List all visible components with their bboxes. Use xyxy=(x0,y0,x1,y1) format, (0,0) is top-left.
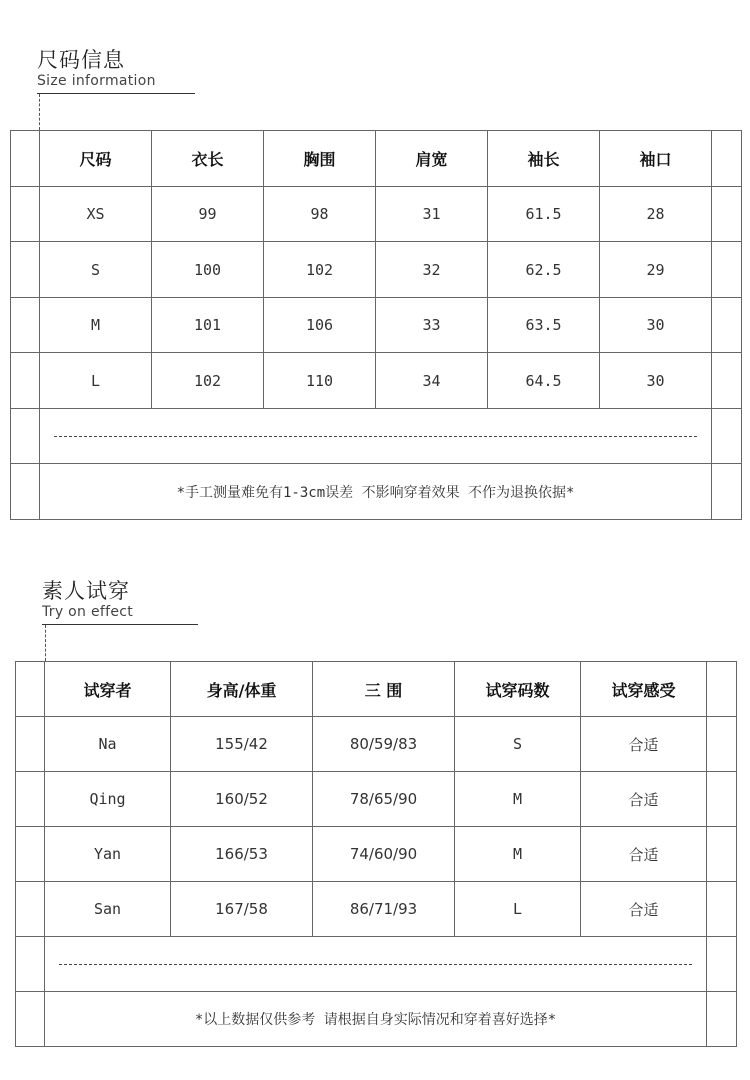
table-margin xyxy=(11,242,40,298)
height-weight-cell: 155/42 xyxy=(171,717,313,772)
sleeve-cell: 62.5 xyxy=(488,242,600,298)
tester-cell: Na xyxy=(45,717,171,772)
cuff-cell: 28 xyxy=(600,187,712,242)
length-cell: 101 xyxy=(152,298,264,353)
table-margin xyxy=(11,464,40,520)
tester-cell: Qing xyxy=(45,772,171,827)
bust-cell: 110 xyxy=(264,353,376,409)
table-margin xyxy=(712,464,742,520)
table-margin xyxy=(16,772,45,827)
table-margin xyxy=(16,827,45,882)
tried-size-cell: M xyxy=(455,772,581,827)
header-bust: 胸围 xyxy=(264,131,376,187)
divider-row xyxy=(11,409,742,464)
tester-cell: San xyxy=(45,882,171,937)
measurements-cell: 80/59/83 xyxy=(313,717,455,772)
fit-feeling-cell: 合适 xyxy=(581,882,707,937)
fit-feeling-cell: 合适 xyxy=(581,717,707,772)
cuff-cell: 29 xyxy=(600,242,712,298)
cuff-cell: 30 xyxy=(600,353,712,409)
try-title-underline xyxy=(42,624,198,625)
header-height-weight: 身高/体重 xyxy=(171,662,313,717)
fit-feeling-cell: 合适 xyxy=(581,772,707,827)
table-row xyxy=(11,353,742,409)
sleeve-cell: 63.5 xyxy=(488,298,600,353)
size-cell: XS xyxy=(40,187,152,242)
table-row xyxy=(16,717,737,772)
length-cell: 99 xyxy=(152,187,264,242)
table-row xyxy=(16,772,737,827)
measurements-cell: 74/60/90 xyxy=(313,827,455,882)
size-title-underline xyxy=(37,93,195,94)
header-fit-feeling: 试穿感受 xyxy=(581,662,707,717)
shoulder-cell: 31 xyxy=(376,187,488,242)
try-header-row xyxy=(16,662,737,717)
size-section-title: 尺码信息 xyxy=(37,48,125,72)
bust-cell: 98 xyxy=(264,187,376,242)
header-length: 衣长 xyxy=(152,131,264,187)
tried-size-cell: M xyxy=(455,827,581,882)
dashed-divider-cell xyxy=(45,937,707,992)
size-table xyxy=(10,130,742,520)
table-row xyxy=(11,187,742,242)
size-note: *手工测量难免有1-3cm误差 不影响穿着效果 不作为退换依据* xyxy=(40,464,712,520)
table-margin xyxy=(712,353,742,409)
header-size: 尺码 xyxy=(40,131,152,187)
shoulder-cell: 34 xyxy=(376,353,488,409)
sleeve-cell: 64.5 xyxy=(488,353,600,409)
tried-size-cell: S xyxy=(455,717,581,772)
note-row xyxy=(11,464,742,520)
height-weight-cell: 167/58 xyxy=(171,882,313,937)
table-margin xyxy=(712,242,742,298)
fit-feeling-cell: 合适 xyxy=(581,827,707,882)
table-margin xyxy=(16,662,45,717)
measurements-cell: 86/71/93 xyxy=(313,882,455,937)
tester-cell: Yan xyxy=(45,827,171,882)
size-cell: M xyxy=(40,298,152,353)
try-title-connector xyxy=(45,625,46,661)
height-weight-cell: 166/53 xyxy=(171,827,313,882)
shoulder-cell: 32 xyxy=(376,242,488,298)
try-section-subtitle: Try on effect xyxy=(42,604,134,620)
table-margin xyxy=(707,882,737,937)
shoulder-cell: 33 xyxy=(376,298,488,353)
table-margin xyxy=(11,298,40,353)
table-margin xyxy=(16,937,45,992)
table-margin xyxy=(11,409,40,464)
table-margin xyxy=(16,882,45,937)
header-tester: 试穿者 xyxy=(45,662,171,717)
size-cell: S xyxy=(40,242,152,298)
size-cell: L xyxy=(40,353,152,409)
table-margin xyxy=(712,298,742,353)
table-row xyxy=(16,882,737,937)
header-tried-size: 试穿码数 xyxy=(455,662,581,717)
header-cuff: 袖口 xyxy=(600,131,712,187)
table-margin xyxy=(707,772,737,827)
header-measurements: 三 围 xyxy=(313,662,455,717)
table-margin xyxy=(11,131,40,187)
dashed-divider xyxy=(54,436,697,437)
table-row xyxy=(16,827,737,882)
table-row xyxy=(11,242,742,298)
sleeve-cell: 61.5 xyxy=(488,187,600,242)
dashed-divider xyxy=(59,964,692,965)
header-sleeve: 袖长 xyxy=(488,131,600,187)
table-margin xyxy=(11,353,40,409)
size-title-connector xyxy=(39,94,40,130)
length-cell: 100 xyxy=(152,242,264,298)
measurements-cell: 78/65/90 xyxy=(313,772,455,827)
try-on-table xyxy=(15,661,737,1047)
bust-cell: 106 xyxy=(264,298,376,353)
table-margin xyxy=(707,717,737,772)
bust-cell: 102 xyxy=(264,242,376,298)
tried-size-cell: L xyxy=(455,882,581,937)
table-row xyxy=(11,298,742,353)
size-section-subtitle: Size information xyxy=(37,73,156,89)
size-header-row xyxy=(11,131,742,187)
height-weight-cell: 160/52 xyxy=(171,772,313,827)
table-margin xyxy=(16,717,45,772)
table-margin xyxy=(712,131,742,187)
try-section-title: 素人试穿 xyxy=(42,579,130,603)
note-row xyxy=(16,992,737,1047)
table-margin xyxy=(707,937,737,992)
cuff-cell: 30 xyxy=(600,298,712,353)
table-margin xyxy=(712,409,742,464)
length-cell: 102 xyxy=(152,353,264,409)
divider-row xyxy=(16,937,737,992)
try-note: *以上数据仅供参考 请根据自身实际情况和穿着喜好选择* xyxy=(45,992,707,1047)
table-margin xyxy=(707,662,737,717)
dashed-divider-cell xyxy=(40,409,712,464)
table-margin xyxy=(11,187,40,242)
table-margin xyxy=(712,187,742,242)
table-margin xyxy=(16,992,45,1047)
header-shoulder: 肩宽 xyxy=(376,131,488,187)
table-margin xyxy=(707,992,737,1047)
table-margin xyxy=(707,827,737,882)
